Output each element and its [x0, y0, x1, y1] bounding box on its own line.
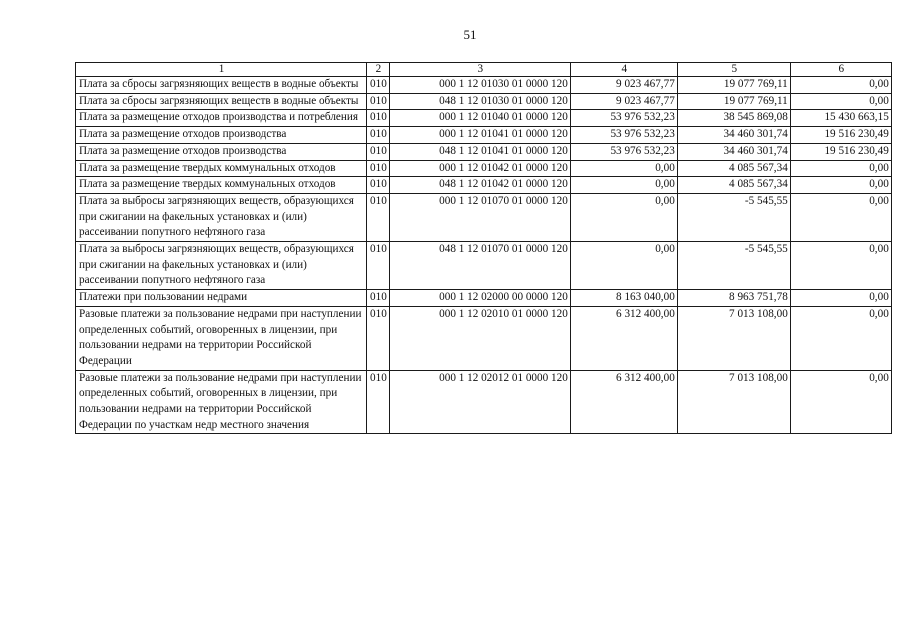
admin-code: 010	[367, 370, 390, 434]
amount-column-6: 0,00	[790, 160, 891, 177]
report-table	[75, 62, 892, 434]
payment-name: Плата за размещение отходов производства	[76, 143, 367, 160]
amount-column-4: 9 023 467,77	[570, 93, 677, 110]
admin-code: 010	[367, 77, 390, 94]
column-header: 2	[367, 63, 390, 77]
table-row	[76, 290, 892, 307]
table-row	[76, 306, 892, 370]
table-row	[76, 160, 892, 177]
budget-classification-code: 000 1 12 02010 01 0000 120	[389, 306, 570, 370]
amount-column-6: 0,00	[790, 242, 891, 290]
amount-column-6: 0,00	[790, 290, 891, 307]
admin-code: 010	[367, 93, 390, 110]
amount-column-6: 0,00	[790, 193, 891, 241]
admin-code: 010	[367, 110, 390, 127]
amount-column-4: 6 312 400,00	[570, 306, 677, 370]
amount-column-6: 0,00	[790, 306, 891, 370]
amount-column-4: 53 976 532,23	[570, 110, 677, 127]
table-row	[76, 110, 892, 127]
budget-classification-code: 000 1 12 01040 01 0000 120	[389, 110, 570, 127]
table-row	[76, 93, 892, 110]
budget-classification-code: 000 1 12 01041 01 0000 120	[389, 127, 570, 144]
column-header: 5	[677, 63, 790, 77]
amount-column-4: 53 976 532,23	[570, 143, 677, 160]
budget-classification-code: 048 1 12 01042 01 0000 120	[389, 177, 570, 194]
admin-code: 010	[367, 193, 390, 241]
page-number: 51	[463, 27, 477, 42]
amount-column-4: 6 312 400,00	[570, 370, 677, 434]
table-row	[76, 242, 892, 290]
amount-column-5: 19 077 769,11	[677, 93, 790, 110]
admin-code: 010	[367, 306, 390, 370]
amount-column-6: 15 430 663,15	[790, 110, 891, 127]
amount-column-4: 53 976 532,23	[570, 127, 677, 144]
amount-column-5: 7 013 108,00	[677, 306, 790, 370]
payment-name: Разовые платежи за пользование недрами при наступлении определенных событий, оговоренных в лицензии, при пользовании недрами на территории Российской Федерации по участкам недр местного значения	[76, 370, 367, 434]
payment-name: Плата за размещение твердых коммунальных отходов	[76, 160, 367, 177]
budget-classification-code: 000 1 12 01070 01 0000 120	[389, 193, 570, 241]
amount-column-6: 19 516 230,49	[790, 143, 891, 160]
table-row	[76, 370, 892, 434]
payment-name: Плата за размещение отходов производства и потребления	[76, 110, 367, 127]
amount-column-5: 4 085 567,34	[677, 160, 790, 177]
budget-classification-code: 048 1 12 01041 01 0000 120	[389, 143, 570, 160]
payment-name: Плата за размещение отходов производства	[76, 127, 367, 144]
budget-classification-code: 048 1 12 01030 01 0000 120	[389, 93, 570, 110]
amount-column-6: 0,00	[790, 93, 891, 110]
budget-classification-code: 000 1 12 01042 01 0000 120	[389, 160, 570, 177]
amount-column-5: 38 545 869,08	[677, 110, 790, 127]
amount-column-5: -5 545,55	[677, 193, 790, 241]
amount-column-5: 19 077 769,11	[677, 77, 790, 94]
table-row	[76, 127, 892, 144]
amount-column-4: 0,00	[570, 177, 677, 194]
amount-column-6: 0,00	[790, 77, 891, 94]
column-header: 1	[76, 63, 367, 77]
table-row	[76, 193, 892, 241]
amount-column-5: 8 963 751,78	[677, 290, 790, 307]
column-header: 4	[570, 63, 677, 77]
admin-code: 010	[367, 127, 390, 144]
admin-code: 010	[367, 242, 390, 290]
amount-column-4: 9 023 467,77	[570, 77, 677, 94]
budget-classification-code: 000 1 12 02012 01 0000 120	[389, 370, 570, 434]
budget-classification-code: 048 1 12 01070 01 0000 120	[389, 242, 570, 290]
amount-column-5: 34 460 301,74	[677, 143, 790, 160]
amount-column-5: 34 460 301,74	[677, 127, 790, 144]
payment-name: Платежи при пользовании недрами	[76, 290, 367, 307]
admin-code: 010	[367, 160, 390, 177]
amount-column-4: 0,00	[570, 160, 677, 177]
admin-code: 010	[367, 177, 390, 194]
amount-column-6: 0,00	[790, 177, 891, 194]
budget-classification-code: 000 1 12 02000 00 0000 120	[389, 290, 570, 307]
amount-column-5: -5 545,55	[677, 242, 790, 290]
amount-column-5: 7 013 108,00	[677, 370, 790, 434]
admin-code: 010	[367, 290, 390, 307]
amount-column-6: 19 516 230,49	[790, 127, 891, 144]
amount-column-6: 0,00	[790, 370, 891, 434]
table-row	[76, 177, 892, 194]
column-header: 6	[790, 63, 891, 77]
budget-classification-code: 000 1 12 01030 01 0000 120	[389, 77, 570, 94]
table-row	[76, 143, 892, 160]
payment-name: Плата за сбросы загрязняющих веществ в водные объекты	[76, 93, 367, 110]
table-row	[76, 77, 892, 94]
column-number-row	[76, 63, 892, 77]
amount-column-5: 4 085 567,34	[677, 177, 790, 194]
column-header: 3	[389, 63, 570, 77]
payment-name: Разовые платежи за пользование недрами при наступлении определенных событий, оговоренных в лицензии, при пользовании недрами на территории Российской Федерации	[76, 306, 367, 370]
amount-column-4: 0,00	[570, 193, 677, 241]
payment-name: Плата за выбросы загрязняющих веществ, образующихся при сжигании на факельных установках и (или) рассеивании попутного нефтяного газа	[76, 242, 367, 290]
payment-name: Плата за размещение твердых коммунальных отходов	[76, 177, 367, 194]
amount-column-4: 0,00	[570, 242, 677, 290]
admin-code: 010	[367, 143, 390, 160]
payment-name: Плата за выбросы загрязняющих веществ, образующихся при сжигании на факельных установках и (или) рассеивании попутного нефтяного газа	[76, 193, 367, 241]
amount-column-4: 8 163 040,00	[570, 290, 677, 307]
payment-name: Плата за сбросы загрязняющих веществ в водные объекты	[76, 77, 367, 94]
